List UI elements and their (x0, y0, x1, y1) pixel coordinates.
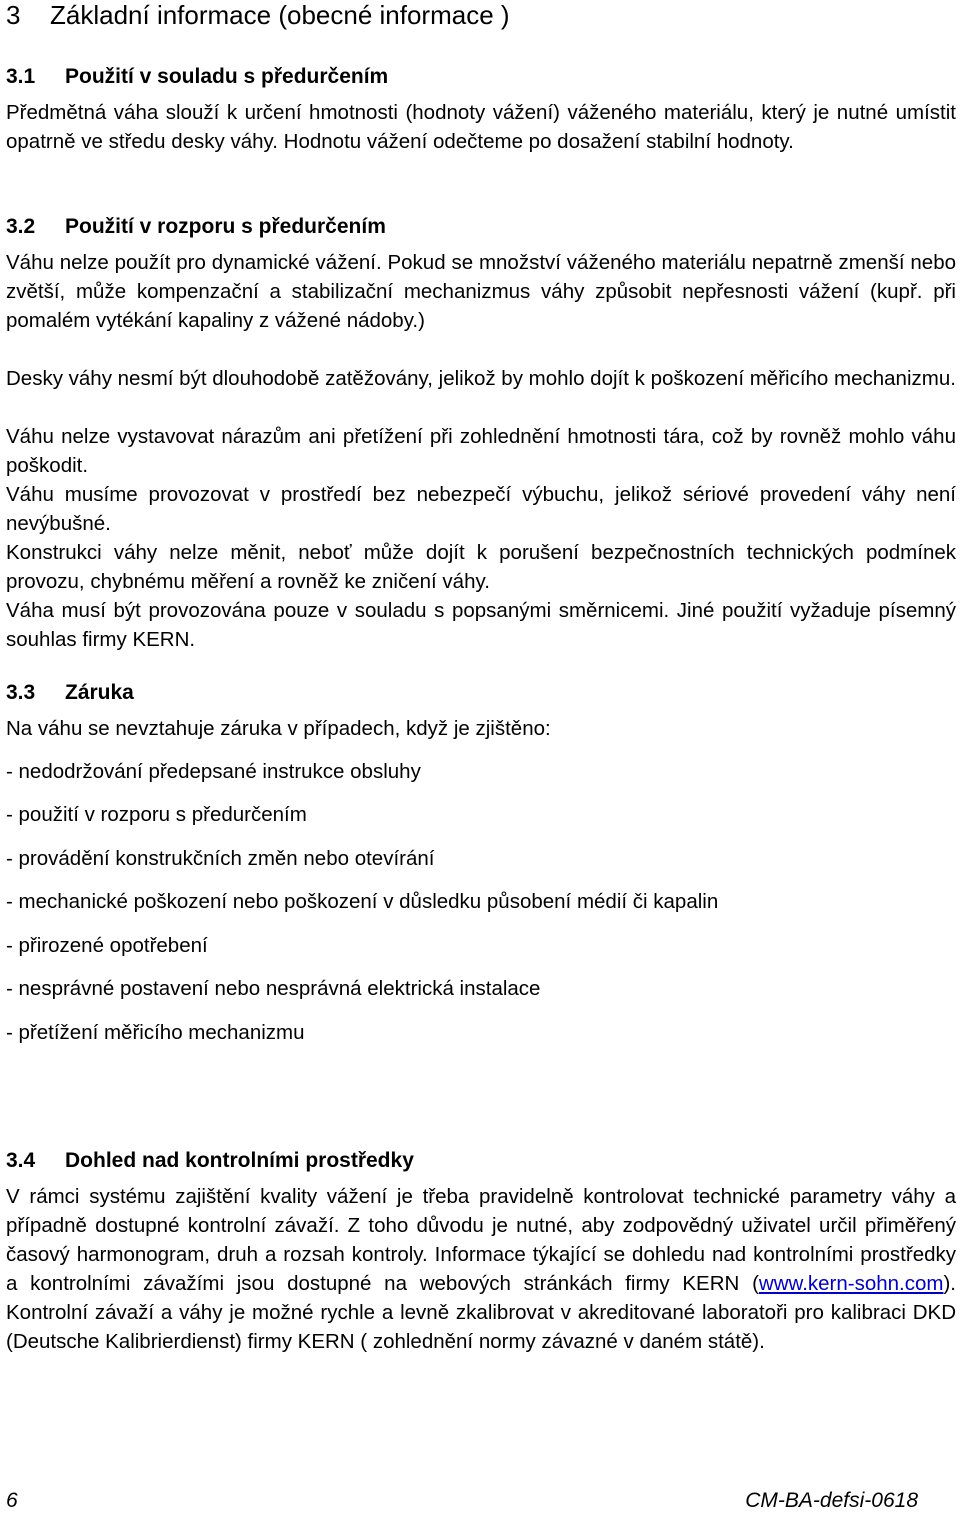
section-3-4-text-before-link: V rámci systému zajištění kvality vážení je třeba pravidelně kontrolovat technické parametry váhy a případně dostupné kontrolní závaží. Z toho důvodu je nutné, aby zodpovědný uživatel určil přiměřený časový harmonogram, druh a rozsah kontroly. Informace týkající se dohledu nad kontrolními prostředky a kontrolními závažími jsou dostupné na webových stránkách firmy KERN ( (6, 1185, 956, 1295)
section-3-1-paragraph: Předmětná váha slouží k určení hmotnosti (hodnoty vážení) váženého materiálu, který je nutné umístit opatrně ve středu desky váhy. Hodnotu vážení odečteme po dosažení stabilní hodnoty. (6, 101, 956, 153)
kern-website-link[interactable]: www.kern-sohn.com (758, 1272, 944, 1295)
footer-page-number: 6 (6, 1489, 18, 1512)
section-3-2-paragraph-3: Váhu nelze vystavovat nárazům ani přetížení při zohlednění hmotnosti tára, což by rovněž mohlo váhu poškodit. (6, 425, 956, 477)
section-3-title: Základní informace (obecné informace ) (50, 0, 510, 30)
warranty-exclusion-item: - přetížení měřicího mechanizmu (6, 1021, 305, 1044)
section-3-3-intro: Na váhu se nevztahuje záruka v případech, když je zjištěno: (6, 717, 551, 740)
section-3-number: 3 (6, 0, 21, 30)
warranty-exclusion-item: - přirozené opotřebení (6, 934, 208, 957)
warranty-exclusion-item: - mechanické poškození nebo poškození v důsledku působení médií či kapalin (6, 890, 719, 913)
section-3-3-heading (6, 680, 134, 706)
section-3-2-paragraph-5: Konstrukci váhy nelze měnit, neboť může dojít k porušení bezpečnostních technických podmínek provozu, chybnému měření a rovněž ke zničení váhy. (6, 541, 956, 593)
section-3-1-title: Použití v souladu s předurčením (65, 65, 389, 88)
section-3-3-title: Záruka (65, 681, 134, 704)
footer-document-code: CM-BA-defsi-0618 (745, 1489, 918, 1512)
section-3-4-number: 3.4 (6, 1149, 36, 1172)
section-3-2-paragraph-2: Desky váhy nesmí být dlouhodobě zatěžovány, jelikož by mohlo dojít k poškození měřicího mechanizmu. (6, 367, 956, 390)
section-3-2-paragraph-4: Váhu musíme provozovat v prostředí bez nebezpečí výbuchu, jelikož sériové provedení váhy není nevýbušné. (6, 483, 956, 535)
warranty-exclusion-item: - nesprávné postavení nebo nesprávná elektrická instalace (6, 977, 541, 1000)
warranty-exclusion-item: - nedodržování předepsané instrukce obsluhy (6, 760, 421, 783)
section-3-1-heading (6, 64, 388, 90)
warranty-exclusion-item: - provádění konstrukčních změn nebo otevírání (6, 847, 435, 870)
section-3-4-paragraph (6, 1182, 956, 1356)
warranty-exclusion-item: - použití v rozporu s předurčením (6, 803, 307, 826)
section-3-4-heading (6, 1148, 414, 1174)
section-3-heading (6, 0, 510, 30)
section-3-1-number: 3.1 (6, 65, 36, 88)
section-3-2-heading (6, 214, 386, 240)
section-3-4-text-after-link: ). Kontrolní závaží a váhy je možné rychle a levně zkalibrovat v akreditované laboratoři pro kalibraci DKD (Deutsche Kalibrierdienst) firmy KERN ( zohlednění normy závazné v daném státě). (6, 1272, 956, 1353)
section-3-2-number: 3.2 (6, 215, 36, 238)
section-3-2-paragraph-6: Váha musí být provozována pouze v souladu s popsanými směrnicemi. Jiné použití vyžaduje písemný souhlas firmy KERN. (6, 599, 956, 651)
section-3-2-title: Použití v rozporu s předurčením (65, 215, 386, 238)
section-3-4-title: Dohled nad kontrolními prostředky (65, 1149, 414, 1172)
section-3-3-number: 3.3 (6, 681, 36, 704)
section-3-2-paragraph-1: Váhu nelze použít pro dynamické vážení. Pokud se množství váženého materiálu nepatrně zmenší nebo zvětší, může kompenzační a stabilizační mechanizmus váhy způsobit nepřesnosti vážení (kupř. při pomalém vytékání kapaliny z vážené nádoby.) (6, 251, 956, 332)
